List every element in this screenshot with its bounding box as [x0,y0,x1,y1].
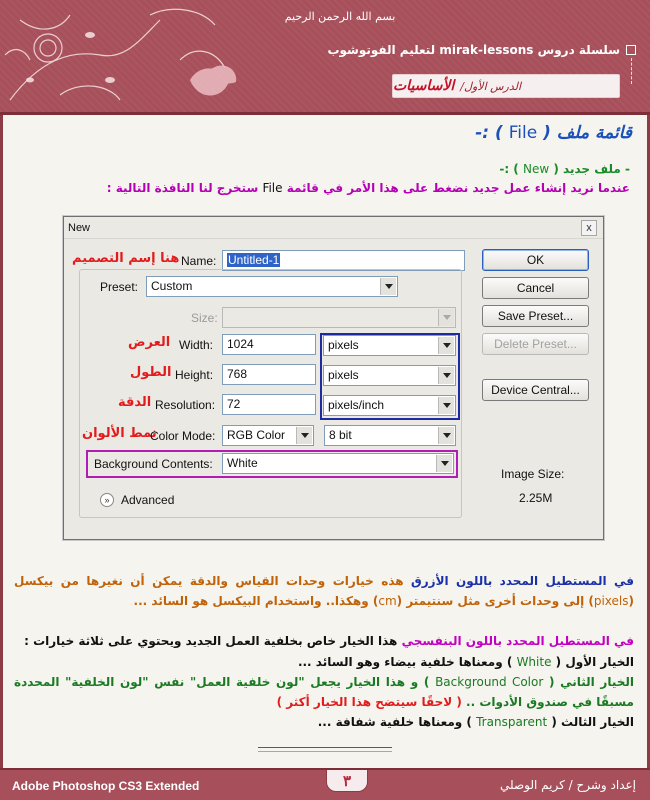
series-title-suffix: لتعليم الفوتوشوب [327,43,436,57]
option-white-en: White [516,655,552,669]
option-white [14,652,634,672]
option-transparent-en: Transparent [476,715,548,729]
option-white-suffix: ) ومعناها خلفية بيضاء وهو السائد ... [297,655,513,669]
create-instruction-suffix: ستخرج لنا النافذة التالية : [106,181,259,195]
chevron-down-icon [296,427,312,444]
cancel-button[interactable]: Cancel [482,277,589,299]
color-mode-select[interactable] [222,425,314,446]
option-bgcolor-note: ( لاحقًا سيتضح هذا الخيار أكثر ) [276,695,462,709]
background-explanation-text: هذا الخيار خاص بخلفية العمل الجديد ويحتوي على ثلاثة خيارات : [24,634,398,648]
width-unit-value: pixels [328,338,359,352]
annotation-color-mode: نمط الألوان [82,426,157,441]
units-explanation-lead: في المستطيل المحدد باللون الأزرق [411,574,634,588]
resolution-unit-value: pixels/inch [328,398,385,412]
dashed-connector [631,58,632,84]
advanced-toggle[interactable]: Advanced [121,493,175,507]
chevron-down-icon [436,455,452,472]
units-cm: cm [378,594,397,608]
expand-advanced-icon[interactable]: » [100,493,114,507]
annotation-name: هنا إسم التصميم [72,251,180,266]
size-label: Size: [191,311,218,325]
header-banner [0,0,650,112]
series-title-latin: mirak-lessons [439,43,534,57]
device-central-button[interactable]: Device Central... [482,379,589,401]
color-mode-value: RGB Color [227,428,286,442]
basmala: بسم الله الرحمن الرحيم [284,10,396,23]
size-select[interactable] [222,307,456,328]
units-explanation-part1: هذه خيارات وحدات القياس والدقة يمكن أن نغيرها من بيكسل ( [14,574,634,608]
background-contents-value: White [227,456,258,470]
end-divider-shadow [258,751,392,752]
file-heading-suffix: ) :- [475,123,503,143]
resolution-label: Resolution: [155,398,216,412]
option-transparent [14,712,634,732]
new-document-dialog [63,216,604,540]
footer-band [0,768,650,800]
dialog-titlebar [64,217,603,239]
series-title-prefix: سلسلة دروس [537,43,620,57]
annotation-height: الطول [130,365,172,380]
preset-select[interactable] [146,276,398,297]
create-instruction-file: File [262,181,283,195]
option-white-prefix: الخيار الأول ( [555,655,634,669]
close-icon[interactable]: x [581,220,597,236]
background-explanation [14,631,634,651]
units-explanation [14,571,634,611]
annotation-width: العرض [128,335,171,350]
option-background-color [14,672,634,712]
new-file-subheading [499,162,630,176]
file-menu-heading [475,123,632,143]
background-contents-select[interactable] [222,453,454,474]
lesson-name: الأساسيات [393,78,455,94]
background-explanation-lead: في المستطيل المحدد باللون البنفسجي [401,634,634,648]
name-input[interactable] [222,250,465,271]
units-pixels: pixels [593,594,629,608]
new-heading-prefix: - ملف جديد ( [553,162,630,176]
units-explanation-part3: ) وهكذا.. واستخدام البيكسل هو السائد ... [133,594,379,608]
header-divider [0,112,650,115]
height-unit-value: pixels [328,368,359,382]
option-bgcolor-text: ) و هذا الخيار يجعل "لون خلفية العمل" نفس "لون الخلفية" المحددة مسبقًا في صندوق الأدوات .. [14,675,634,709]
image-size-value: 2.25M [519,491,553,505]
floral-ornament-icon [0,0,250,112]
background-contents-label: Background Contents: [94,457,213,471]
file-heading-en: File [508,123,538,143]
option-transparent-suffix: ) ومعناها خلفية شفافة ... [317,715,472,729]
annotation-resolution: الدقة [118,395,152,410]
units-explanation-part2: ) إلى وحدات أخرى مثل سنتيمتر ( [396,594,594,608]
height-input[interactable]: 768 [222,364,316,385]
create-instruction-prefix: عندما نريد إنشاء عمل جديد نضغط على هذا الأمر في قائمة [286,181,630,195]
resolution-input[interactable]: 72 [222,394,316,415]
new-heading-suffix: ) :- [499,162,519,176]
end-divider [258,747,392,748]
chevron-down-icon [380,278,396,295]
width-input[interactable]: 1024 [222,334,316,355]
page-number: ٣ [326,770,368,792]
lesson-number: الدرس الأول/ [460,79,522,93]
name-label: Name: [181,254,217,268]
bullet-square-icon [626,45,636,55]
bit-depth-select[interactable] [324,425,456,446]
option-transparent-prefix: الخيار الثالث ( [551,715,634,729]
file-heading-prefix: قائمة ملف ( [543,123,632,143]
width-label: Width: [179,338,214,352]
name-input-value: Untitled-1 [228,253,280,267]
new-heading-en: New [522,162,550,176]
ok-button[interactable]: OK [482,249,589,271]
dialog-title: New [68,222,91,234]
preset-label: Preset: [100,280,139,294]
author-credit: إعداد وشرح / كريم الوصلي [499,778,636,792]
series-title [327,43,620,57]
chevron-down-icon [438,309,454,326]
preset-select-value: Custom [151,279,193,293]
chevron-down-icon [438,427,454,444]
units-highlight-box [320,333,460,420]
delete-preset-button[interactable]: Delete Preset... [482,333,589,355]
create-instruction [107,181,630,195]
software-name: Adobe Photoshop CS3 Extended [12,779,200,793]
option-bgcolor-en: Background Color [435,675,544,689]
height-label: Height: [175,368,214,382]
save-preset-button[interactable]: Save Preset... [482,305,589,327]
color-mode-label: Color Mode: [150,429,216,443]
bit-depth-value: 8 bit [329,428,352,442]
option-bgcolor-prefix: الخيار الثاني ( [548,675,635,689]
lesson-label-box [392,74,620,98]
image-size-label: Image Size: [501,467,565,481]
